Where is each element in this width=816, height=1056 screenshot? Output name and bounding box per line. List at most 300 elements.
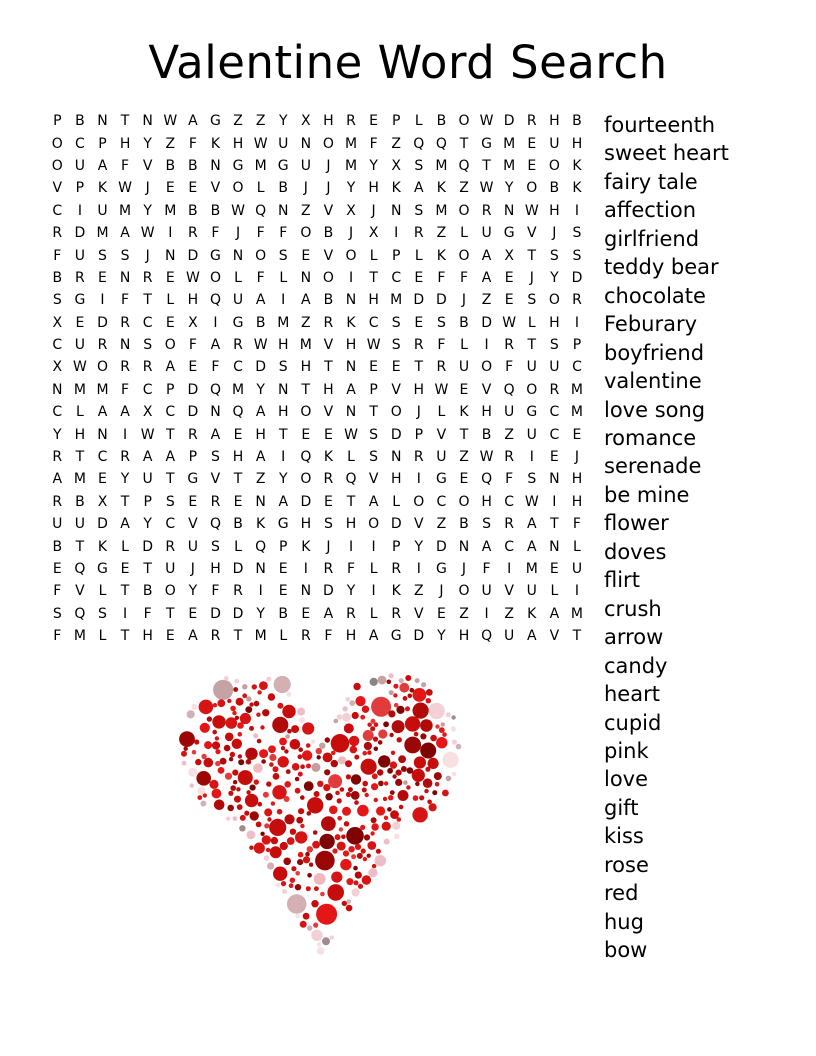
grid-letter: O — [458, 247, 470, 264]
grid-letter: A — [301, 292, 311, 309]
heart-dot — [339, 827, 343, 831]
heart-dot — [410, 688, 415, 693]
heart-dot — [321, 816, 336, 831]
heart-dot — [349, 736, 359, 746]
heart-dot — [313, 923, 318, 928]
grid-letter: S — [572, 247, 582, 264]
grid-letter: J — [235, 225, 241, 242]
heart-dot — [281, 881, 286, 886]
heart-dot — [198, 787, 206, 795]
grid-letter: X — [52, 314, 63, 331]
grid-letter: B — [459, 314, 469, 331]
grid-letter: O — [322, 135, 334, 152]
grid-letter: D — [74, 225, 86, 242]
grid-letter: E — [278, 561, 288, 577]
grid-letter: H — [458, 628, 470, 645]
grid-letter: L — [98, 628, 107, 645]
grid-letter: A — [120, 225, 130, 242]
grid-letter: I — [123, 605, 128, 622]
grid-letter: F — [53, 583, 62, 600]
heart-dot — [421, 682, 426, 687]
grid-letter: H — [549, 113, 560, 130]
heart-dot — [340, 859, 351, 870]
heart-dot — [352, 712, 359, 719]
grid-letter: R — [52, 493, 63, 510]
grid-letter: Q — [503, 381, 515, 398]
heart-dot — [361, 759, 377, 775]
grid-letter: D — [232, 605, 244, 622]
grid-letter: T — [143, 292, 152, 309]
grid-letter: A — [142, 449, 153, 466]
heart-dot — [353, 866, 358, 871]
grid-letter: F — [188, 135, 197, 152]
grid-letter: K — [436, 180, 446, 197]
heart-dot — [298, 747, 303, 752]
grid-letter: S — [143, 337, 153, 354]
heart-dot — [238, 770, 253, 785]
grid-letter: L — [573, 538, 581, 555]
heart-dot — [225, 773, 232, 780]
heart-dot — [237, 722, 244, 729]
grid-letter: X — [504, 247, 514, 264]
heart-dot — [290, 878, 295, 883]
heart-dot — [362, 781, 368, 787]
grid-letter: S — [391, 314, 401, 331]
word-list-item: teddy bear — [604, 255, 719, 280]
heart-dot — [354, 800, 359, 805]
heart-dot — [363, 857, 367, 861]
heart-dot — [300, 764, 305, 769]
grid-letter: H — [323, 113, 334, 130]
heart-dot — [427, 800, 432, 805]
heart-dot — [276, 883, 280, 887]
grid-letter: O — [96, 359, 108, 376]
grid-letter: U — [458, 359, 470, 376]
heart-dot — [355, 696, 365, 706]
heart-dot — [298, 754, 303, 759]
grid-letter: D — [97, 516, 108, 533]
heart-dot — [286, 769, 291, 774]
heart-dot — [375, 855, 387, 867]
heart-dot — [226, 816, 230, 820]
grid-letter: B — [165, 157, 176, 174]
grid-letter: W — [140, 225, 155, 242]
grid-letter: M — [254, 628, 267, 645]
grid-letter: Y — [53, 426, 62, 443]
heart-dot — [391, 751, 395, 755]
heart-dot — [338, 756, 346, 764]
grid-letter: I — [371, 583, 376, 600]
grid-letter: S — [52, 605, 62, 622]
heart-dot — [305, 852, 310, 857]
heart-dot — [378, 781, 384, 787]
grid-letter: O — [526, 381, 538, 398]
heart-dot — [346, 697, 351, 702]
grid-letter: W — [366, 337, 381, 354]
grid-letter: V — [481, 381, 492, 398]
grid-letter: I — [281, 292, 286, 309]
word-list-item: fourteenth — [604, 113, 716, 137]
grid-letter: E — [301, 426, 311, 443]
grid-letter: I — [484, 337, 489, 354]
heart-dot — [195, 759, 201, 765]
heart-dot — [337, 842, 346, 851]
grid-letter: Q — [481, 628, 493, 645]
heart-dot — [323, 753, 333, 763]
grid-letter: Y — [143, 202, 152, 219]
grid-letter: R — [120, 449, 130, 466]
grid-letter: R — [210, 628, 221, 645]
grid-letter: Q — [435, 135, 447, 152]
grid-letter: E — [188, 359, 198, 376]
heart-dot — [273, 773, 280, 780]
heart-dot — [361, 848, 366, 853]
heart-dot — [242, 693, 247, 698]
grid-letter: N — [119, 337, 131, 354]
grid-letter: N — [300, 583, 312, 600]
heart-dot — [225, 733, 234, 742]
grid-letter: Y — [437, 628, 446, 645]
heart-dot — [357, 853, 363, 859]
grid-letter: T — [120, 628, 130, 645]
heart-dot — [268, 745, 276, 753]
heart-dot — [364, 742, 372, 750]
heart-dot — [452, 772, 456, 776]
grid-letter: V — [414, 605, 424, 622]
grid-letter: T — [482, 157, 491, 174]
grid-letter: B — [188, 157, 198, 174]
grid-letter: J — [439, 583, 444, 600]
grid-letter: B — [233, 516, 243, 533]
grid-letter: B — [278, 180, 289, 197]
grid-letter: M — [570, 381, 583, 398]
grid-letter: S — [549, 247, 559, 264]
grid-letter: K — [527, 605, 537, 622]
grid-letter: A — [255, 404, 266, 421]
grid-letter: H — [74, 426, 86, 443]
grid-letter: A — [278, 493, 289, 510]
grid-letter: H — [571, 471, 583, 488]
heart-dot — [362, 788, 367, 793]
grid-letter: S — [414, 202, 424, 219]
heart-dot — [242, 684, 247, 689]
grid-letter: B — [255, 314, 266, 331]
grid-letter: H — [210, 561, 221, 577]
grid-letter: K — [572, 180, 582, 197]
grid-letter: U — [526, 359, 537, 376]
heart-dot — [267, 862, 274, 869]
grid-letter: T — [459, 135, 469, 152]
heart-dot — [253, 733, 258, 738]
grid-letter: A — [52, 471, 63, 488]
grid-letter: R — [52, 225, 63, 242]
heart-dot — [238, 754, 242, 758]
grid-letter: A — [120, 516, 130, 533]
grid-letter: L — [414, 247, 423, 264]
grid-letter: H — [549, 314, 560, 331]
heart-dot — [262, 709, 269, 716]
grid-letter: A — [526, 516, 537, 533]
grid-letter: P — [188, 449, 198, 466]
heart-dot — [273, 867, 287, 881]
grid-letter: Z — [459, 605, 469, 622]
heart-dot — [296, 817, 303, 824]
heart-dot — [215, 761, 220, 766]
grid-letter: J — [371, 202, 376, 219]
heart-dot — [337, 714, 343, 720]
grid-letter: U — [97, 202, 108, 219]
grid-letter: L — [256, 180, 265, 197]
grid-letter: L — [550, 583, 559, 600]
heart-dot — [295, 914, 300, 919]
grid-letter: B — [549, 180, 560, 197]
grid-letter: S — [391, 337, 401, 354]
heart-dot — [407, 767, 414, 774]
grid-letter: O — [526, 180, 538, 197]
grid-letter: U — [74, 157, 86, 174]
grid-letter: R — [300, 628, 311, 645]
heart-dot — [397, 737, 402, 742]
heart-dot — [374, 747, 379, 752]
word-list-item: cupid — [604, 710, 662, 735]
grid-letter: N — [300, 269, 312, 286]
heart-dot — [264, 823, 269, 828]
grid-letter: M — [73, 471, 86, 488]
heart-dot — [224, 676, 229, 681]
grid-letter: J — [326, 157, 331, 174]
grid-letter: M — [73, 628, 86, 645]
grid-letter: D — [97, 314, 108, 331]
heart-dot — [316, 904, 337, 925]
grid-letter: H — [571, 135, 583, 152]
heart-dot — [235, 716, 239, 720]
heart-dot — [383, 721, 389, 727]
heart-dot — [362, 706, 369, 713]
grid-letter: C — [165, 404, 176, 421]
grid-letter: D — [187, 247, 199, 264]
word-list-item: affection — [604, 198, 697, 223]
grid-letter: D — [255, 359, 267, 376]
heart-dot — [238, 732, 243, 737]
heart-dot — [315, 851, 335, 871]
heart-dot — [342, 901, 347, 906]
grid-letter: C — [52, 404, 63, 421]
grid-letter: V — [210, 471, 221, 488]
grid-letter: K — [572, 157, 582, 174]
grid-letter: H — [300, 359, 312, 376]
grid-letter: V — [436, 426, 447, 443]
grid-letter: J — [190, 561, 195, 577]
grid-letter: G — [481, 135, 492, 152]
grid-letter: Q — [232, 404, 244, 421]
heart-dot — [392, 774, 396, 778]
heart-dot — [374, 798, 378, 802]
word-list-item: serenade — [604, 454, 702, 479]
grid-letter: A — [549, 605, 560, 622]
heart-dot — [451, 715, 455, 719]
heart-dot — [413, 795, 419, 801]
grid-letter: L — [98, 583, 107, 600]
grid-letter: M — [570, 404, 583, 421]
heart-dot — [456, 744, 462, 750]
grid-letter: Q — [209, 381, 221, 398]
grid-letter: I — [552, 493, 557, 510]
grid-letter: O — [548, 292, 560, 309]
grid-letter: C — [504, 538, 515, 555]
grid-letter: Y — [346, 180, 356, 197]
grid-letter: Z — [301, 202, 311, 219]
grid-letter: Q — [74, 561, 86, 577]
heart-dot — [317, 942, 322, 947]
heart-dot — [390, 761, 397, 768]
heart-dot — [415, 782, 420, 787]
heart-dot — [309, 863, 313, 867]
grid-letter: B — [323, 292, 334, 309]
heart-dot — [370, 726, 375, 731]
heart-dot — [334, 719, 339, 724]
grid-letter: A — [526, 538, 537, 555]
grid-letter: K — [256, 516, 266, 533]
grid-letter: Z — [459, 449, 469, 466]
heart-dot — [331, 872, 342, 883]
heart-dot — [355, 844, 361, 850]
heart-dot — [196, 771, 211, 786]
heart-dot — [404, 737, 421, 754]
word-list-item: gift — [604, 795, 639, 820]
grid-letter: M — [344, 157, 358, 174]
grid-letter: P — [53, 113, 62, 130]
heart-dot — [392, 822, 400, 830]
grid-letter: O — [51, 157, 63, 174]
word-list-item: candy — [604, 653, 668, 678]
heart-dot — [268, 693, 275, 700]
grid-letter: H — [232, 135, 244, 152]
grid-letter: A — [323, 605, 334, 622]
heart-dot — [278, 756, 289, 767]
word-list-item: love — [604, 767, 649, 792]
heart-dot — [217, 699, 225, 707]
grid-letter: S — [436, 314, 446, 331]
grid-letter: R — [572, 292, 582, 309]
grid-letter: G — [390, 628, 402, 645]
grid-letter: S — [369, 426, 379, 443]
heart-dot — [215, 736, 219, 740]
heart-dot — [287, 729, 292, 734]
grid-letter: R — [504, 337, 515, 354]
heart-dot — [306, 764, 311, 769]
grid-letter: G — [97, 561, 108, 577]
heart-dot — [233, 780, 237, 784]
word-list — [604, 111, 729, 965]
heart-dot — [387, 807, 392, 812]
heart-dot — [250, 785, 256, 791]
heart-dot — [393, 684, 398, 689]
grid-letter: X — [301, 113, 311, 130]
grid-letter: R — [436, 359, 447, 376]
grid-letter: L — [527, 314, 536, 331]
heart-dot — [451, 726, 456, 731]
grid-letter: R — [549, 381, 560, 398]
heart-dot — [346, 905, 353, 912]
grid-letter: T — [527, 337, 537, 354]
grid-letter: C — [436, 493, 447, 510]
grid-letter: L — [460, 337, 468, 354]
heart-dot — [398, 790, 409, 801]
grid-letter: E — [323, 426, 333, 443]
grid-letter: H — [345, 628, 357, 645]
grid-letter: D — [436, 292, 447, 309]
grid-letter: G — [210, 113, 221, 130]
heart-dot — [272, 785, 286, 799]
grid-letter: D — [571, 269, 583, 286]
grid-letter: A — [255, 449, 266, 466]
heart-dot — [364, 834, 370, 840]
grid-letter: I — [416, 471, 421, 488]
grid-letter: W — [434, 381, 449, 398]
grid-letter: E — [98, 269, 107, 286]
grid-letter: O — [232, 180, 244, 197]
heart-dot — [295, 871, 300, 876]
grid-letter: M — [164, 202, 177, 219]
heart-dot — [435, 724, 439, 728]
heart-dot — [330, 935, 334, 939]
grid-letter: H — [187, 292, 199, 309]
heart-dot — [213, 703, 217, 707]
heart-dot — [362, 875, 371, 884]
grid-letter: J — [461, 292, 467, 309]
grid-letter: S — [527, 471, 537, 488]
grid-letter: A — [481, 247, 492, 264]
heart-dot — [311, 763, 320, 772]
grid-letter: P — [166, 381, 175, 398]
heart-dot — [267, 817, 271, 821]
grid-letter: B — [323, 225, 334, 242]
grid-letter: R — [187, 225, 198, 242]
heart-dot — [258, 802, 263, 807]
grid-letter: T — [527, 247, 537, 264]
grid-letter: I — [77, 202, 82, 219]
grid-letter: T — [369, 269, 378, 286]
heart-dot — [396, 770, 402, 776]
grid-letter: R — [120, 314, 130, 331]
grid-letter: R — [323, 471, 334, 488]
grid-letter: O — [390, 404, 402, 421]
grid-letter: O — [300, 471, 312, 488]
heart-dot — [403, 696, 408, 701]
heart-dot — [373, 737, 378, 742]
grid-letter: M — [344, 135, 358, 152]
grid-letter: I — [123, 426, 128, 443]
grid-letter: U — [74, 247, 86, 264]
heart-dot — [298, 852, 304, 858]
grid-letter: U — [549, 359, 560, 376]
heart-dot — [317, 947, 325, 955]
grid-letter: E — [301, 247, 311, 264]
grid-letter: E — [188, 605, 198, 622]
heart-dot — [190, 783, 194, 787]
word-list-item: chocolate — [604, 283, 706, 308]
heart-dot — [212, 715, 225, 728]
heart-dot — [271, 837, 278, 844]
heart-dot — [442, 732, 447, 737]
word-list-item: crush — [604, 596, 662, 621]
grid-letter: X — [52, 359, 63, 376]
grid-letter: A — [210, 426, 221, 443]
heart-dot — [228, 791, 233, 796]
grid-letter: J — [326, 180, 331, 197]
grid-letter: T — [143, 561, 152, 577]
grid-letter: L — [166, 292, 175, 309]
